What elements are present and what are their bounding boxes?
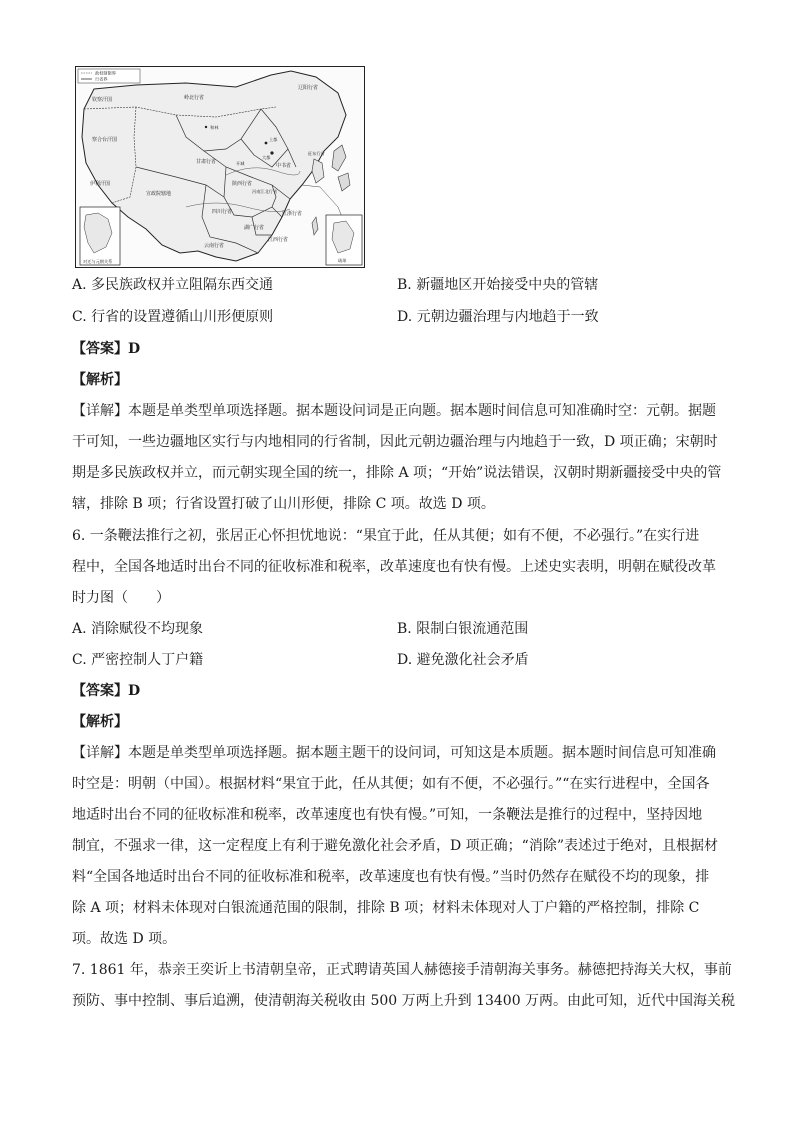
q5-analysis-heading: 【解析】: [72, 372, 128, 388]
map-label-shangdu: 上都: [269, 137, 278, 142]
q6-detail-line: 除 A 项；材料未体现对白银流通范围的限制，排除 B 项；材料未体现对人丁户籍的严格控制，排除 C: [72, 900, 700, 916]
map-label-liaoyang: 辽阳行省: [298, 85, 319, 91]
q7-stem-line: 7. 1861 年，恭亲王奕䜣上书清朝皇帝，正式聘请英国人赫德接手清朝海关事务。赫德把持海关大权，事前: [72, 962, 732, 978]
map-inset-right-label: 琉球: [338, 258, 347, 263]
q6-answer: 【答案】D: [72, 683, 141, 699]
map-label-chagatai: 察合台汗国: [92, 137, 118, 143]
q5-detail-line: 期是多民族政权并立，而元朝实现全国的统一，排除 A 项；“开始”说法错误，汉朝时期新疆接受中央的管: [72, 465, 722, 481]
map-label-yunnan: 云南行省: [204, 243, 225, 249]
map-label-dadu: 大都: [262, 155, 271, 160]
shangdu-marker: [265, 142, 268, 145]
map-label-lingbei: 岭北行省: [184, 95, 205, 101]
helin-marker: [205, 126, 207, 128]
q7-stem-line: 预防、事中控制、事后追溯，使清朝海关税收由 500 万两上升到 13400 万两。由此可知，近代中国海关税: [72, 993, 736, 1009]
q6-detail-line: 地适时出台不同的征收标准和税率，改革速度也有快有慢。”可知，一条鞭法是推行的过程中，坚持因地: [72, 807, 703, 823]
q5-option-d: D. 元朝边疆治理与内地趋于一致: [397, 309, 599, 325]
q6-option-a: A. 消除赋役不均现象: [72, 621, 204, 637]
map-inset-left-label: 对迁与元朝关系: [83, 259, 113, 264]
q6-detail-line: 制宜，不强求一律，这一定程度上有利于避免激化社会矛盾，D 项正确；“消除”表述过于绝对，且根据材: [72, 838, 718, 854]
map-label-sichuan: 四川行省: [212, 209, 233, 215]
map-label-qincha: 钦察汗国: [92, 97, 113, 103]
map-label-xuanzheng: 宣政院辖地: [146, 191, 172, 197]
q5-option-c: C. 行省的设置遵循山川形便原则: [72, 309, 274, 325]
dadu-marker: [270, 151, 273, 154]
q6-stem-line: 程中，全国各地适时出台不同的征收标准和税率，改革速度也有快有慢。上述史实表明，明朝在赋役改革: [72, 559, 716, 575]
map-label-jiangzhe: 江浙行省: [282, 211, 303, 217]
q6-detail-line: 料“全国各地适时出台不同的征收标准和税率，改革速度也有快有慢。”当时仍然存在赋役不均的现象，排: [72, 869, 710, 885]
q6-analysis-heading: 【解析】: [72, 714, 128, 730]
q6-detail-line: 【详解】本题是单类型单项选择题。据本题主题干的设问词，可知这是本质题。据本题时间信息可知准确: [72, 745, 716, 761]
q6-detail-line: 时空是：明朝（中国）。根据材料“果宜于此，任从其便；如有不便，不必强行。”“在实行进程中，全国各: [72, 776, 710, 792]
map-drawing: [76, 67, 364, 267]
q5-detail-line: 【详解】本题是单类型单项选择题。据本题设问词是正向题。据本题时间信息可知准确时空：元朝。据题: [72, 403, 716, 419]
legend-label-regime: 政权辖限界: [95, 70, 116, 76]
map-outer-border: [82, 71, 346, 261]
q5-detail-line: 辖，排除 B 项；行省设置打破了山川形便，排除 C 项。故选 D 项。: [72, 496, 495, 512]
map-label-gansu: 甘肃行省: [196, 159, 217, 165]
q6-option-b: B. 限制白银流通范围: [397, 621, 529, 637]
q5-option-b: B. 新疆地区开始接受中央的管辖: [397, 277, 599, 293]
q6-option-d: D. 避免激化社会矛盾: [397, 652, 529, 668]
q5-answer: 【答案】D: [72, 341, 141, 357]
map-label-kaicheng: 开城: [236, 161, 245, 166]
map-label-helin: 和林: [210, 125, 219, 130]
q6-stem-line: 时力图（ ）: [72, 590, 170, 606]
q6-detail-line: 项。故选 D 项。: [72, 931, 177, 947]
q5-detail-line: 干可知，一些边疆地区实行与内地相同的行省制，因此元朝边疆治理与内地趋于一致，D 项正确；宋朝时: [72, 434, 718, 450]
map-label-zhongshu: 中书省: [276, 163, 292, 169]
map-label-ilkhanate: 伊利汗国: [90, 181, 111, 187]
map-label-shaanxi: 陕西行省: [232, 181, 253, 187]
legend-label-province: 行省界: [95, 76, 108, 82]
map-label-zhengdong: 征东行省: [308, 151, 325, 156]
map-label-jiangxi: 江西行省: [268, 237, 289, 243]
q5-option-a: A. 多民族政权并立阻隔东西交通: [72, 277, 274, 293]
map-label-huguang: 湖广行省: [244, 225, 265, 231]
map-label-henan: 河南江北行省: [252, 189, 278, 194]
q6-stem-line: 6. 一条鞭法推行之初，张居正心怀担忧地说：“果宜于此，任从其便；如有不便，不必强行。”在实行进: [72, 528, 700, 544]
q6-option-c: C. 严密控制人丁户籍: [72, 652, 204, 668]
yuan-dynasty-map: [75, 66, 365, 268]
